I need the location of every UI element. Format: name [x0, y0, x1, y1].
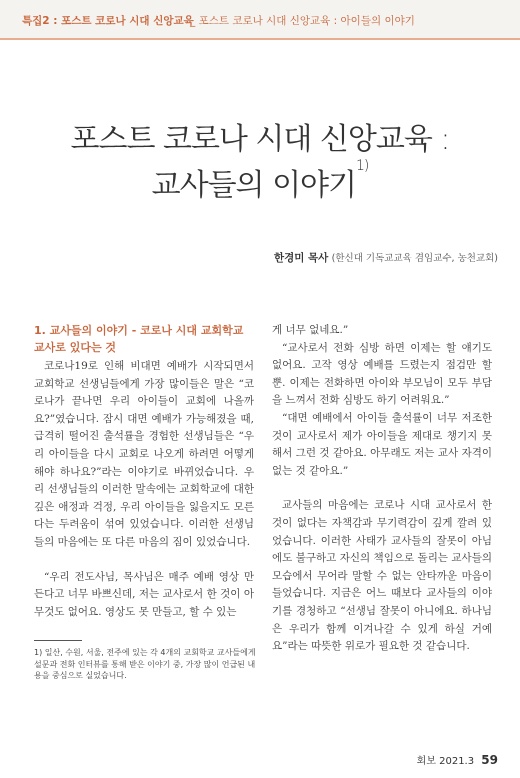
- paragraph: “우리 전도사님, 목사님은 매주 예배 영상 만든다고 너무 바쁘신데, 저는 교사로서 한 것이 아무것도 없어요. 영상도 못 만들고, 할 수 있는: [34, 570, 254, 618]
- paragraph: 교사들의 마음에는 코로나 시대 교사로서 한 것이 없다는 자책감과 무기력감이 깊게 깔려 있었습니다. 이러한 사태가 교사들의 잘못이 아님에도 불구하고 자신의 책임으로 돌리는 교사들의 모습에서 무어라 말할 수 없는 안타까운 마음이 들었습니다. 지금은 어느 때보다 교사들의 이야기를 경청하고 “선생님 잘못이 아니에요. 하나님은 우리가 함께 이겨나갈 수 있게 하실 거예요”라는 따뜻한 위로가 필요한 것 같습니다.: [272, 499, 492, 653]
- paragraph: “대면 예배에서 아이들 출석률이 너무 저조한 것이 교사로서 제가 아이들을 제대로 챙기지 못해서 그런 것 같아요. 아무래도 저는 교사 자격이 없는 것 같아요.”: [272, 411, 492, 477]
- title-footnote-mark: 1): [356, 158, 369, 174]
- author-affiliation: (한신대 기독교교육 겸임교수, 농천교회): [331, 253, 498, 264]
- header-bar: [0, 0, 520, 38]
- article-title-line2: 교사들의 이야기$^{1)}$: [151, 158, 369, 203]
- page-footer: [417, 752, 498, 767]
- paragraph: 게 너무 없네요.”: [272, 324, 349, 336]
- paragraph: 코로나19로 인해 비대면 예배가 시작되면서 교회학교 선생님들에게 가장 많이들은 말은 “코로나가 끝나면 우리 아이들이 교회에 나올까요?”였습니다. 잠시 대면 예배가 가능해졌을 때, 급격히 떨어진 출석률을 경험한 선생님들은 “우리 아이들을 다시 교회로 나오게 하려면 어떻게 해야 하나요?”라는 이야기로 바뀌었습니다. 우리 선생님들의 이러한 말속에는 교회학교에 대한 깊은 애정과 걱정, 우리 아이들을 잃을지도 모른다는 두려움이 섞여 있었습니다. 이러한 선생님들의 마음에는 또 다른 마음의 짐이 있었습니다.: [34, 360, 254, 548]
- footnote: 1) 일산, 수원, 서울, 전주에 있는 각 4개의 교회학교 교사들에게 설문과 전화 인터뷰를 통해 받은 이야기 중, 가장 많이 언급된 내용을 중심으로 실었습니다.: [34, 648, 256, 680]
- section-tag: 특집2 : 포스트 코로나 시대 신앙교육: [22, 15, 194, 27]
- section-heading: 1. 교사들의 이야기 - 코로나 시대 교회학교 교사로 있다는 것: [34, 324, 244, 354]
- footnote-divider: [34, 640, 82, 641]
- left-column: [34, 322, 254, 621]
- byline: [274, 250, 498, 265]
- issue-label: 회보 2021.3: [416, 756, 475, 767]
- author-name: 한경미 목사: [273, 252, 329, 264]
- right-column: [272, 322, 492, 656]
- paragraph: “교사로서 전화 심방 하면 이제는 할 얘기도 없어요. 고작 영상 예배를 드렸는지 점검만 할 뿐. 이제는 전화하면 아이와 부모님이 모두 부담을 느껴서 전화 심방도 하기 어려워요.”: [272, 341, 492, 407]
- article-title-line1: 포스트 코로나 시대 신앙교육 :: [70, 122, 450, 157]
- page-number: 59: [481, 753, 498, 767]
- section-subtitle: _ 포스트 코로나 시대 신앙교육 : 아이들의 이야기: [190, 15, 415, 27]
- header-divider: [0, 38, 520, 40]
